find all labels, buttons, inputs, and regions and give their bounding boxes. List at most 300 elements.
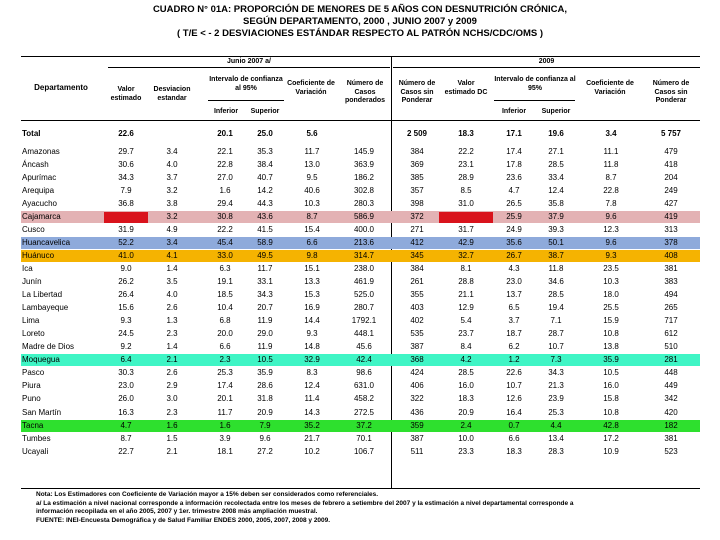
cell-value: 7.3 xyxy=(550,355,562,365)
cell-value: 265 xyxy=(664,303,678,313)
cell-value: 7.8 xyxy=(605,198,617,208)
cell-value: 15.1 xyxy=(304,263,320,273)
cell-value: 249 xyxy=(664,185,678,195)
cell-value: 18.0 xyxy=(603,290,619,300)
cell-value: 34.3 xyxy=(548,368,564,378)
cell-value: 6.6 xyxy=(306,237,318,247)
cell-departamento: Amazonas xyxy=(22,146,60,156)
cell-value: 461.9 xyxy=(353,277,375,286)
cell-value: 448 xyxy=(664,368,678,378)
cell-value: 213.6 xyxy=(353,237,375,247)
cell-value: 37.2 xyxy=(356,420,372,430)
cell-value: 3.0 xyxy=(166,394,178,404)
cell-value: 40.7 xyxy=(257,172,273,182)
cell-value: 34.6 xyxy=(548,277,564,286)
cell-value: 12.4 xyxy=(304,381,320,391)
cell-value: 479 xyxy=(664,146,678,156)
footnote: FUENTE: INEI-Encuesta Demográfica y de Salud Familiar ENDES 2000, 2005, 2007, 2008 y 2009. xyxy=(36,516,331,524)
table-row xyxy=(21,159,700,171)
header-top-rule xyxy=(21,56,700,57)
cell-value: 1.3 xyxy=(166,316,178,326)
cell-departamento: Tacna xyxy=(22,420,44,430)
cell-value: 3.7 xyxy=(166,172,178,182)
cell-value: 26.0 xyxy=(118,394,134,404)
table-title-line-1: CUADRO N° 01A: PROPORCIÓN DE MENORES DE 5 AÑOS CON DESNUTRICIÓN CRÓNICA, xyxy=(152,4,568,15)
cell-value: 27.2 xyxy=(257,446,273,456)
cell-value: 28.3 xyxy=(548,446,564,456)
col-casos-ponderados-2007: Número de Casos ponderados xyxy=(344,80,386,104)
cell-value: 18.1 xyxy=(217,446,233,456)
cell-value xyxy=(108,211,144,223)
cell-value: 106.7 xyxy=(353,446,375,456)
cell-value: 17.2 xyxy=(603,433,619,443)
cell-value: 9.8 xyxy=(306,250,318,260)
cell-value: 15.9 xyxy=(603,316,619,326)
cell-value: 18.3 xyxy=(458,394,474,404)
cell-value: 70.1 xyxy=(356,433,372,443)
cell-value: 355 xyxy=(410,290,424,300)
col-intervalo-2007: Intervalo de confianza al 95% xyxy=(209,76,283,92)
table-row xyxy=(21,276,700,288)
cell-value: 11.8 xyxy=(603,159,619,169)
cell-value: 17.4 xyxy=(506,146,522,156)
cell-value: 1.6 xyxy=(166,420,178,430)
cell-value: 31.7 xyxy=(458,224,474,234)
cell-value: 17.1 xyxy=(506,129,522,138)
cell-value: 10.8 xyxy=(603,329,619,339)
cell-value: 3.2 xyxy=(166,185,178,195)
cell-value: 29.7 xyxy=(118,146,134,156)
cell-value: 281 xyxy=(664,355,678,365)
cell-value: 28.6 xyxy=(257,381,273,391)
table-title-line-2: SEGÚN DEPARTAMENTO, 2000 , JUNIO 2007 y 2009 xyxy=(243,16,477,27)
footnote: información recopilada en el año 2005, 2007 y 1er. trimestre 2008 más ampliación muestral. xyxy=(36,508,318,515)
cell-value: 36.8 xyxy=(118,198,134,208)
cell-value: 5.6 xyxy=(306,129,318,138)
cell-value: 18.7 xyxy=(506,329,522,339)
cell-value: 35.2 xyxy=(304,420,320,430)
cell-value: 448.1 xyxy=(353,329,375,339)
cell-value: 449 xyxy=(664,381,678,391)
cell-departamento: Huánuco xyxy=(22,250,55,260)
cell-value: 11.1 xyxy=(603,146,619,156)
cell-value: 402 xyxy=(410,316,424,326)
cell-value: 29.4 xyxy=(217,198,233,208)
cell-departamento: San Martín xyxy=(22,407,62,417)
cell-value: 34.3 xyxy=(118,172,134,182)
cell-value: 3.4 xyxy=(166,237,178,247)
cell-value: 8.7 xyxy=(306,211,318,221)
cell-value: 28.5 xyxy=(548,159,564,169)
cell-value: 535 xyxy=(410,329,424,339)
cell-value: 41.5 xyxy=(257,224,273,234)
cell-value: 15.3 xyxy=(304,290,320,300)
cell-departamento: Loreto xyxy=(22,329,45,339)
cell-value: 10.4 xyxy=(217,303,233,313)
cell-value: 15.8 xyxy=(603,394,619,404)
cell-value: 49.5 xyxy=(257,250,273,260)
cell-value: 18.5 xyxy=(217,290,233,300)
col-casos-sin-ponderar-2009: Número de Casos sin Ponderar xyxy=(398,80,436,104)
cell-value: 384 xyxy=(410,146,424,156)
cell-value: 20.7 xyxy=(257,303,273,313)
cell-value: 7.9 xyxy=(259,420,271,430)
col-departamento: Departamento xyxy=(34,83,88,92)
cell-value: 25.3 xyxy=(217,368,233,378)
cell-value: 4.2 xyxy=(460,355,472,365)
cell-value: 412 xyxy=(410,237,424,247)
group-2007-rule xyxy=(108,67,390,68)
cell-value: 52.2 xyxy=(118,237,134,247)
cell-value: 12.6 xyxy=(506,394,522,404)
cell-value: 458.2 xyxy=(353,394,375,404)
cell-value: 50.1 xyxy=(548,237,564,247)
cell-value: 6.3 xyxy=(219,263,231,273)
cell-value: 13.0 xyxy=(304,159,320,169)
interval-2009-rule xyxy=(494,100,575,101)
cell-value: 363.9 xyxy=(353,159,375,169)
cell-value: 37.9 xyxy=(548,211,564,221)
cell-value: 0.7 xyxy=(508,420,520,430)
cell-value: 272.5 xyxy=(353,407,375,417)
cell-value: 30.3 xyxy=(118,368,134,378)
cell-value: 18.3 xyxy=(506,446,522,456)
cell-value: 383 xyxy=(664,277,678,286)
cell-value: 2.3 xyxy=(166,407,178,417)
cell-value: 31.0 xyxy=(458,198,474,208)
cell-value: 5 757 xyxy=(660,129,682,138)
cell-departamento: Puno xyxy=(22,394,41,404)
cell-value: 17.8 xyxy=(506,159,522,169)
cell-value: 4.0 xyxy=(166,159,178,169)
cell-value: 18.3 xyxy=(458,129,474,138)
cell-value: 4.0 xyxy=(166,290,178,300)
cell-departamento: Cusco xyxy=(22,224,45,234)
cell-value: 21.1 xyxy=(458,290,474,300)
cell-value: 2.9 xyxy=(166,381,178,391)
cell-value: 22.2 xyxy=(217,224,233,234)
table-row xyxy=(21,446,700,458)
table-row xyxy=(21,302,700,314)
cell-departamento: Tumbes xyxy=(22,433,51,443)
cell-value: 3.5 xyxy=(166,277,178,286)
cell-value: 1.5 xyxy=(166,433,178,443)
cell-value: 322 xyxy=(410,394,424,404)
cell-value: 9.6 xyxy=(605,237,617,247)
col-inferior-2007: Inferior xyxy=(213,108,239,115)
cell-value: 280.3 xyxy=(353,198,375,208)
cell-departamento: Madre de Dios xyxy=(22,342,75,352)
cell-value: 381 xyxy=(664,433,678,443)
cell-value: 4.7 xyxy=(508,185,520,195)
table-row xyxy=(21,367,700,379)
cell-value: 1792.1 xyxy=(351,316,377,326)
cell-value: 420 xyxy=(664,407,678,417)
cell-value: 369 xyxy=(410,159,424,169)
cell-value: 342 xyxy=(664,394,678,404)
cell-value: 4.3 xyxy=(508,263,520,273)
cell-departamento: Áncash xyxy=(22,159,49,169)
cell-value: 24.5 xyxy=(118,329,134,339)
cell-value: 3.9 xyxy=(219,433,231,443)
cell-value: 384 xyxy=(410,263,424,273)
cell-value: 314.7 xyxy=(353,250,375,260)
cell-value: 8.3 xyxy=(306,368,318,378)
table-row xyxy=(21,224,700,236)
cell-value: 1.6 xyxy=(219,185,231,195)
table-row xyxy=(21,341,700,353)
cell-value: 1.4 xyxy=(166,342,178,352)
cell-value: 387 xyxy=(410,433,424,443)
cell-value: 4.9 xyxy=(166,224,178,234)
cell-value: 26.7 xyxy=(506,250,522,260)
cell-value: 145.9 xyxy=(353,146,375,156)
cell-value: 28.8 xyxy=(458,277,474,286)
table-row xyxy=(21,250,700,262)
cell-value: 10.8 xyxy=(603,407,619,417)
cell-value: 16.0 xyxy=(458,381,474,391)
cell-value: 21.3 xyxy=(548,381,564,391)
cell-value: 261 xyxy=(410,277,424,286)
cell-departamento: Pasco xyxy=(22,368,45,378)
table-row xyxy=(21,328,700,340)
cell-value: 186.2 xyxy=(353,172,375,182)
cell-value: 10.5 xyxy=(257,355,273,365)
cell-value: 9.3 xyxy=(605,250,617,260)
cell-value: 9.6 xyxy=(259,433,271,443)
cell-departamento: La Libertad xyxy=(22,290,63,300)
cell-departamento: Ica xyxy=(22,263,33,273)
footnotes xyxy=(36,491,716,525)
cell-value: 19.1 xyxy=(217,277,233,286)
cell-value: 427 xyxy=(664,198,678,208)
cell-value: 11.4 xyxy=(304,394,320,404)
total-row xyxy=(21,128,700,140)
cell-value: 1.2 xyxy=(508,355,520,365)
cell-value: 13.4 xyxy=(548,433,564,443)
footnote: Nota: Los Estimadores con Coeficiente de Variación mayor a 15% deben ser considerados como referenciales. xyxy=(36,491,379,498)
table-row xyxy=(21,315,700,327)
cell-value: 33.1 xyxy=(257,277,273,286)
cell-value: 313 xyxy=(664,224,678,234)
cell-departamento: Piura xyxy=(22,381,41,391)
cell-value: 28.5 xyxy=(548,290,564,300)
cell-value: 42.4 xyxy=(356,355,372,365)
cell-value: 6.8 xyxy=(219,316,231,326)
table-row xyxy=(21,420,700,432)
cell-value: 8.5 xyxy=(460,185,472,195)
cell-value: 20.1 xyxy=(217,129,233,138)
cell-value: 20.9 xyxy=(458,407,474,417)
cell-value: 345 xyxy=(410,250,424,260)
cell-value: 45.6 xyxy=(356,342,372,352)
cell-value: 631.0 xyxy=(353,381,375,391)
table-row xyxy=(21,263,700,275)
cell-value: 10.0 xyxy=(458,433,474,443)
cell-value: 42.8 xyxy=(603,420,619,430)
cell-value: 418 xyxy=(664,159,678,169)
cell-value: 23.9 xyxy=(548,394,564,404)
col-valor-estimado-2007: Valor estimado xyxy=(110,86,142,102)
table-row xyxy=(21,237,700,249)
cell-value: 35.9 xyxy=(257,368,273,378)
cell-value: 32.9 xyxy=(304,355,320,365)
cell-value: 22.2 xyxy=(458,146,474,156)
cell-departamento: Junín xyxy=(22,277,42,286)
table-row xyxy=(21,146,700,158)
cell-value: 4.7 xyxy=(120,420,132,430)
footnote: a/ La estimación a nivel nacional corresponde a información recolectada entre los meses de febrero a setiembre del 2007 y la estimación a nivel departamental corresponde a xyxy=(36,499,574,507)
cell-value: 3.8 xyxy=(166,198,178,208)
cell-value: 12.9 xyxy=(458,303,474,313)
cell-value: 8.7 xyxy=(605,172,617,182)
cell-value: 35.3 xyxy=(257,146,273,156)
cell-departamento: Total xyxy=(22,129,41,138)
cell-value: 28.9 xyxy=(458,172,474,182)
cell-departamento: Arequipa xyxy=(22,185,55,195)
cell-value: 2.1 xyxy=(166,355,178,365)
cell-value: 20.0 xyxy=(217,329,233,339)
cell-value: 26.5 xyxy=(506,198,522,208)
cell-value: 9.0 xyxy=(120,263,132,273)
cell-value: 13.8 xyxy=(603,342,619,352)
cell-value: 25.9 xyxy=(506,211,522,221)
cell-value: 11.7 xyxy=(304,146,320,156)
cell-value: 20.1 xyxy=(217,394,233,404)
table-title-line-3: ( T/E < - 2 DESVIACIONES ESTÁNDAR RESPECTO AL PATRÓN NCHS/CDC/OMS ) xyxy=(176,28,544,39)
group-2009-label: 2009 xyxy=(538,58,555,65)
cell-value: 16.4 xyxy=(506,407,522,417)
cell-value: 28.7 xyxy=(548,329,564,339)
cell-value: 14.8 xyxy=(304,342,320,352)
col-coef-variacion-2007: Coeficiente de Variación xyxy=(287,80,335,96)
cell-value: 6.2 xyxy=(508,342,520,352)
cell-value: 4.4 xyxy=(550,420,562,430)
cell-value: 2.1 xyxy=(166,446,178,456)
cell-value: 23.7 xyxy=(458,329,474,339)
cell-value: 1.6 xyxy=(219,420,231,430)
cell-departamento: Apurímac xyxy=(22,172,57,182)
cell-value: 30.8 xyxy=(217,211,233,221)
cell-value: 9.2 xyxy=(120,342,132,352)
cell-value: 38.7 xyxy=(548,250,564,260)
cell-value: 23.3 xyxy=(458,446,474,456)
cell-value: 22.8 xyxy=(603,185,619,195)
cell-value: 25.0 xyxy=(257,129,273,138)
table-row xyxy=(21,185,700,197)
col-inferior-2009: Inferior xyxy=(501,108,527,115)
cell-value: 23.5 xyxy=(603,263,619,273)
cell-value: 182 xyxy=(664,420,678,430)
cell-value: 33.4 xyxy=(548,172,564,182)
col-intervalo-2009: Intervalo de confianza al 95% xyxy=(494,76,576,92)
table-row xyxy=(21,172,700,184)
cell-value: 23.6 xyxy=(506,172,522,182)
cell-value: 23.0 xyxy=(506,277,522,286)
cell-departamento: Ayacucho xyxy=(22,198,57,208)
cell-value: 717 xyxy=(664,316,678,326)
cell-value: 35.9 xyxy=(603,355,619,365)
cell-value: 271 xyxy=(410,224,424,234)
cell-departamento: Moquegua xyxy=(22,355,60,365)
cell-value: 16.3 xyxy=(118,407,134,417)
cell-value: 43.6 xyxy=(257,211,273,221)
cell-value xyxy=(443,211,489,223)
cell-value: 6.5 xyxy=(508,303,520,313)
cell-value: 357 xyxy=(410,185,424,195)
cell-value: 41.0 xyxy=(118,250,134,260)
table-row xyxy=(21,407,700,419)
cell-value: 32.7 xyxy=(458,250,474,260)
cell-value: 27.1 xyxy=(548,146,564,156)
cell-value: 19.4 xyxy=(548,303,564,313)
cell-value: 30.6 xyxy=(118,159,134,169)
cell-value: 17.4 xyxy=(217,381,233,391)
cell-value: 3.2 xyxy=(166,211,178,221)
group-2009-rule xyxy=(393,67,700,68)
cell-value: 280.7 xyxy=(353,303,375,313)
cell-value: 238.0 xyxy=(353,263,375,273)
cell-departamento: Cajamarca xyxy=(22,211,61,221)
cell-value: 2.6 xyxy=(166,303,178,313)
cell-value: 9.5 xyxy=(306,172,318,182)
cell-value: 6.4 xyxy=(120,355,132,365)
cell-value: 19.6 xyxy=(548,129,564,138)
cell-value: 7.1 xyxy=(550,316,562,326)
cell-value: 58.9 xyxy=(257,237,273,247)
cell-value: 9.3 xyxy=(306,329,318,339)
cell-value: 24.9 xyxy=(506,224,522,234)
cell-value: 45.4 xyxy=(217,237,233,247)
cell-departamento: Lambayeque xyxy=(22,303,69,313)
cell-value xyxy=(146,128,198,140)
col-coef-variacion-2009: Coeficiente de Variación xyxy=(586,80,634,96)
cell-departamento: Huancavelica xyxy=(22,237,71,247)
cell-value: 10.3 xyxy=(304,198,320,208)
cell-value: 10.7 xyxy=(506,381,522,391)
cell-value: 381 xyxy=(664,263,678,273)
cell-value: 15.4 xyxy=(304,224,320,234)
cell-value: 2.3 xyxy=(166,329,178,339)
cell-value: 523 xyxy=(664,446,678,456)
col-superior-2007: Superior xyxy=(250,108,280,115)
cell-value: 42.9 xyxy=(458,237,474,247)
interval-2007-rule xyxy=(208,100,284,101)
cell-value: 26.2 xyxy=(118,277,134,286)
cell-value: 22.7 xyxy=(118,446,134,456)
cell-value: 31.9 xyxy=(118,224,134,234)
cell-value: 10.2 xyxy=(304,446,320,456)
cell-value: 11.9 xyxy=(257,316,273,326)
cell-value: 11.9 xyxy=(257,342,273,352)
cell-value: 25.5 xyxy=(603,303,619,313)
cell-value: 23.0 xyxy=(118,381,134,391)
table-row xyxy=(21,289,700,301)
cell-value: 16.0 xyxy=(603,381,619,391)
cell-value: 586.9 xyxy=(353,211,375,221)
cell-value: 10.7 xyxy=(548,342,564,352)
cell-value: 40.6 xyxy=(304,185,320,195)
cell-value: 44.3 xyxy=(257,198,273,208)
cell-value: 4.1 xyxy=(166,250,178,260)
cell-value: 10.9 xyxy=(603,446,619,456)
cell-value: 31.8 xyxy=(257,394,273,404)
cell-value: 424 xyxy=(410,368,424,378)
cell-value: 34.3 xyxy=(257,290,273,300)
cell-value: 9.3 xyxy=(120,316,132,326)
table-row xyxy=(21,393,700,405)
cell-value: 14.2 xyxy=(257,185,273,195)
